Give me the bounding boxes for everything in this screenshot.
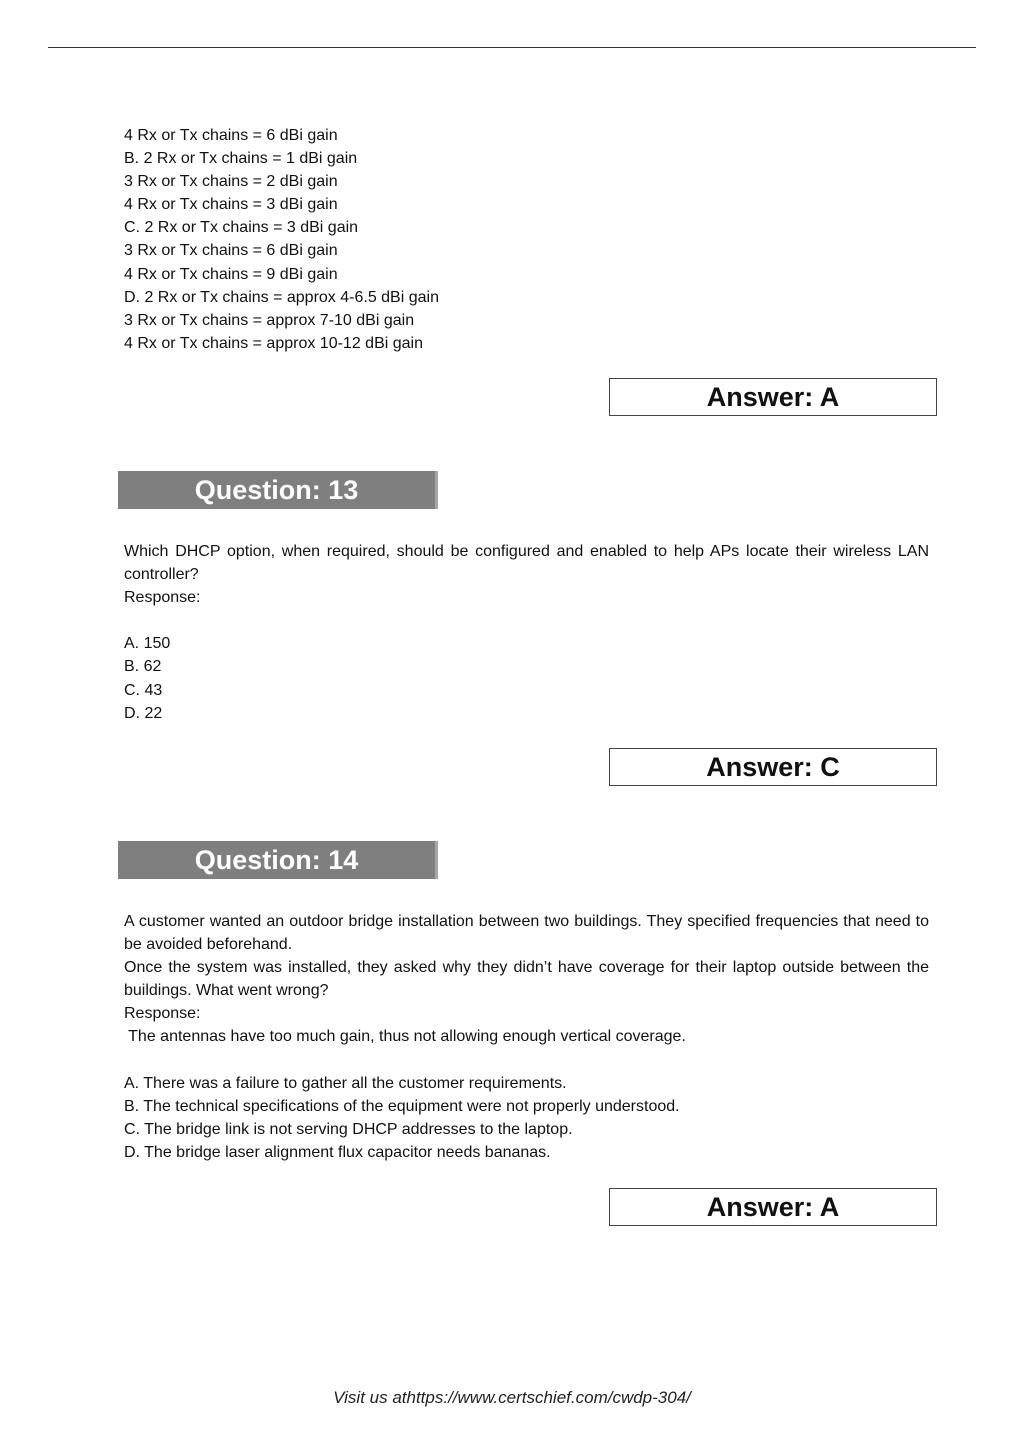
- option-line: D. 2 Rx or Tx chains = approx 4-6.5 dBi gain: [124, 288, 439, 306]
- answer-box-14: Answer: A: [609, 1188, 937, 1226]
- option-b: B. The technical specifications of the equipment were not properly understood.: [124, 1097, 680, 1115]
- option-a: A. There was a failure to gather all the customer requirements.: [124, 1074, 567, 1092]
- option-d: D. 22: [124, 704, 163, 722]
- option-line: 4 Rx or Tx chains = 3 dBi gain: [124, 196, 338, 214]
- option-line: 3 Rx or Tx chains = approx 7-10 dBi gain: [124, 311, 415, 329]
- response-text: The antennas have too much gain, thus not allowing enough vertical coverage.: [124, 1028, 686, 1046]
- answer-box-13: Answer: C: [609, 748, 937, 786]
- spacer: [124, 1049, 929, 1072]
- question-13-heading: Question: 13: [118, 471, 438, 509]
- option-line: 3 Rx or Tx chains = 2 dBi gain: [124, 173, 338, 191]
- question-12-options: [124, 124, 929, 355]
- option-line: 4 Rx or Tx chains = approx 10-12 dBi gain: [124, 334, 423, 352]
- question-14-heading: Question: 14: [118, 841, 438, 879]
- option-c: C. The bridge link is not serving DHCP addresses to the laptop.: [124, 1120, 573, 1138]
- spacer: [124, 609, 929, 632]
- option-line: 4 Rx or Tx chains = 9 dBi gain: [124, 265, 338, 283]
- footer-link[interactable]: Visit us athttps://www.certschief.com/cwdp-304/: [333, 1388, 691, 1407]
- response-label: Response:: [124, 1005, 201, 1023]
- option-line: B. 2 Rx or Tx chains = 1 dBi gain: [124, 150, 358, 168]
- answer-box-12: Answer: A: [609, 378, 937, 416]
- question-13-body: [124, 540, 929, 725]
- header-rule: [48, 47, 976, 48]
- option-line: C. 2 Rx or Tx chains = 3 dBi gain: [124, 219, 359, 237]
- question-14-text-2: Once the system was installed, they asked why they didn’t have coverage for their laptop outside between the buildings. What went wrong?: [124, 959, 929, 1000]
- question-13-text: Which DHCP option, when required, should be configured and enabled to help APs locate their wireless LAN controller?: [124, 543, 929, 584]
- option-line: 3 Rx or Tx chains = 6 dBi gain: [124, 242, 338, 260]
- option-b: B. 62: [124, 658, 162, 676]
- question-14-body: [124, 910, 929, 1164]
- option-a: A. 150: [124, 635, 171, 653]
- option-c: C. 43: [124, 681, 163, 699]
- option-d: D. The bridge laser alignment flux capacitor needs bananas.: [124, 1143, 551, 1161]
- question-14-text-1: A customer wanted an outdoor bridge installation between two buildings. They specified frequencies that need to be avoided beforehand.: [124, 913, 929, 954]
- response-label: Response:: [124, 589, 201, 607]
- option-line: 4 Rx or Tx chains = 6 dBi gain: [124, 127, 338, 144]
